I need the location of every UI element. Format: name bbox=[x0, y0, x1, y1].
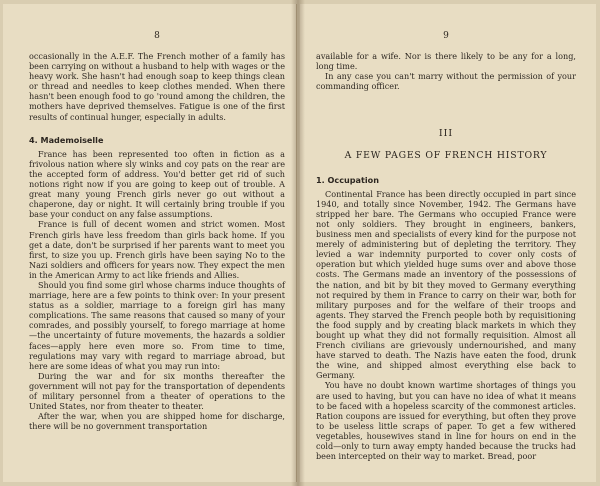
paragraph: Should you find some girl whose charms induce thoughts of marriage, here are a few points to think over: In your present status as a soldier, marriage to a foreign girl has many complications. The same reasons that caused so many of your comrades, and possibly yourself, to forego marriage at home—the uncertainty of future movements, the hazards a soldier faces—apply here even more so. From time to time, regulations may vary with regard to marriage abroad, but here are some ideas of what you may run into: bbox=[29, 279, 285, 371]
section-heading-mademoiselle: 4. Mademoiselle bbox=[29, 134, 104, 145]
paragraph: France has been represented too often in fiction as a frivolous nation where sly winks and coy pats on the rear are the accepted form of address. You'd better get rid of such notions right now if you are going to keep out of trouble. A great many young French girls never go out without a chaperone, day or night. It will certainly bring trouble if you base your conduct on any false assumptions. bbox=[29, 148, 285, 220]
right-page-text bbox=[316, 51, 576, 461]
section-heading-occupation: 1. Occupation bbox=[316, 174, 379, 185]
paragraph: You have no doubt known wartime shortages of things you are used to having, but you can have no idea of what it means to be faced with a hopeless scarcity of the commonest articles. Ration coupons are issued for everything, but often they prove to be useless little scraps of paper. To get a few withered vegetables, housewives stand in line for hours on end in the cold—only to turn away empty handed because the trucks had been intercepted on their way to market. Bread, poor bbox=[316, 380, 576, 462]
page-number-right: 9 bbox=[443, 31, 449, 41]
intro-paragraph: In any case you can't marry without the permission of your commanding officer. bbox=[316, 71, 576, 92]
paragraph: After the war, when you are shipped home for discharge, there will be no government transportation bbox=[29, 411, 285, 432]
chapter-title: A FEW PAGES OF FRENCH HISTORY bbox=[344, 150, 548, 162]
right-page bbox=[300, 4, 596, 482]
intro-paragraph: available for a wife. Nor is there likely to be any for a long, long time. bbox=[316, 51, 576, 72]
paragraph: France is full of decent women and strict women. Most French girls have less freedom than girls back home. If you get a date, don't be surprised if her parents want to meet you first, to size you up. French girls have been saying No to the Nazi soldiers and officers for years now. They expect the men in the American Army to act like friends and Allies. bbox=[29, 219, 285, 280]
book-gutter bbox=[291, 0, 305, 486]
paragraph: During the war and for six months thereafter the government will not pay for the transportation of dependents of military personnel from a theater of operations to the United States, nor from theater to theater. bbox=[29, 370, 285, 412]
chapter-number: III bbox=[438, 128, 454, 140]
left-page bbox=[3, 4, 297, 482]
intro-paragraph: occasionally in the A.E.F. The French mother of a family has been carrying on without a husband to help with wages or the heavy work. She hasn't had enough soap to keep things clean or thread and needles to keep clothes mended. When there hasn't been enough food to go 'round among the children, the mothers have deprived themselves. Fatigue is one of the first results of continual hunger, especially in adults. bbox=[29, 51, 285, 122]
page-number-left: 8 bbox=[154, 31, 160, 41]
left-page-text bbox=[29, 51, 285, 431]
paragraph: Continental France has been directly occupied in part since 1940, and totally since November, 1942. The Germans have stripped her bare. The Germans who occupied France were not only soldiers. They brought in engineers, bankers, business men and specialists of every kind for the purpose not merely of administering but of depleting the territory. They levied a war indemnity purported to cover only costs of operation but which yielded huge sums over and above those costs. The Germans made an inventory of the possessions of the nation, and bit by bit they moved to Germany everything not required by them in France to carry on their war, both for military purposes and for the welfare of their troops and agents. They starved the French people both by requisitioning the food supply and by creating black markets in which they bought up what they did not formally requisition. Almost all French civilians are grievously undernourished, and many have starved to death. The Nazis have eaten the food, drunk the wine, and shipped almost everything else back to Germany. bbox=[316, 188, 576, 381]
